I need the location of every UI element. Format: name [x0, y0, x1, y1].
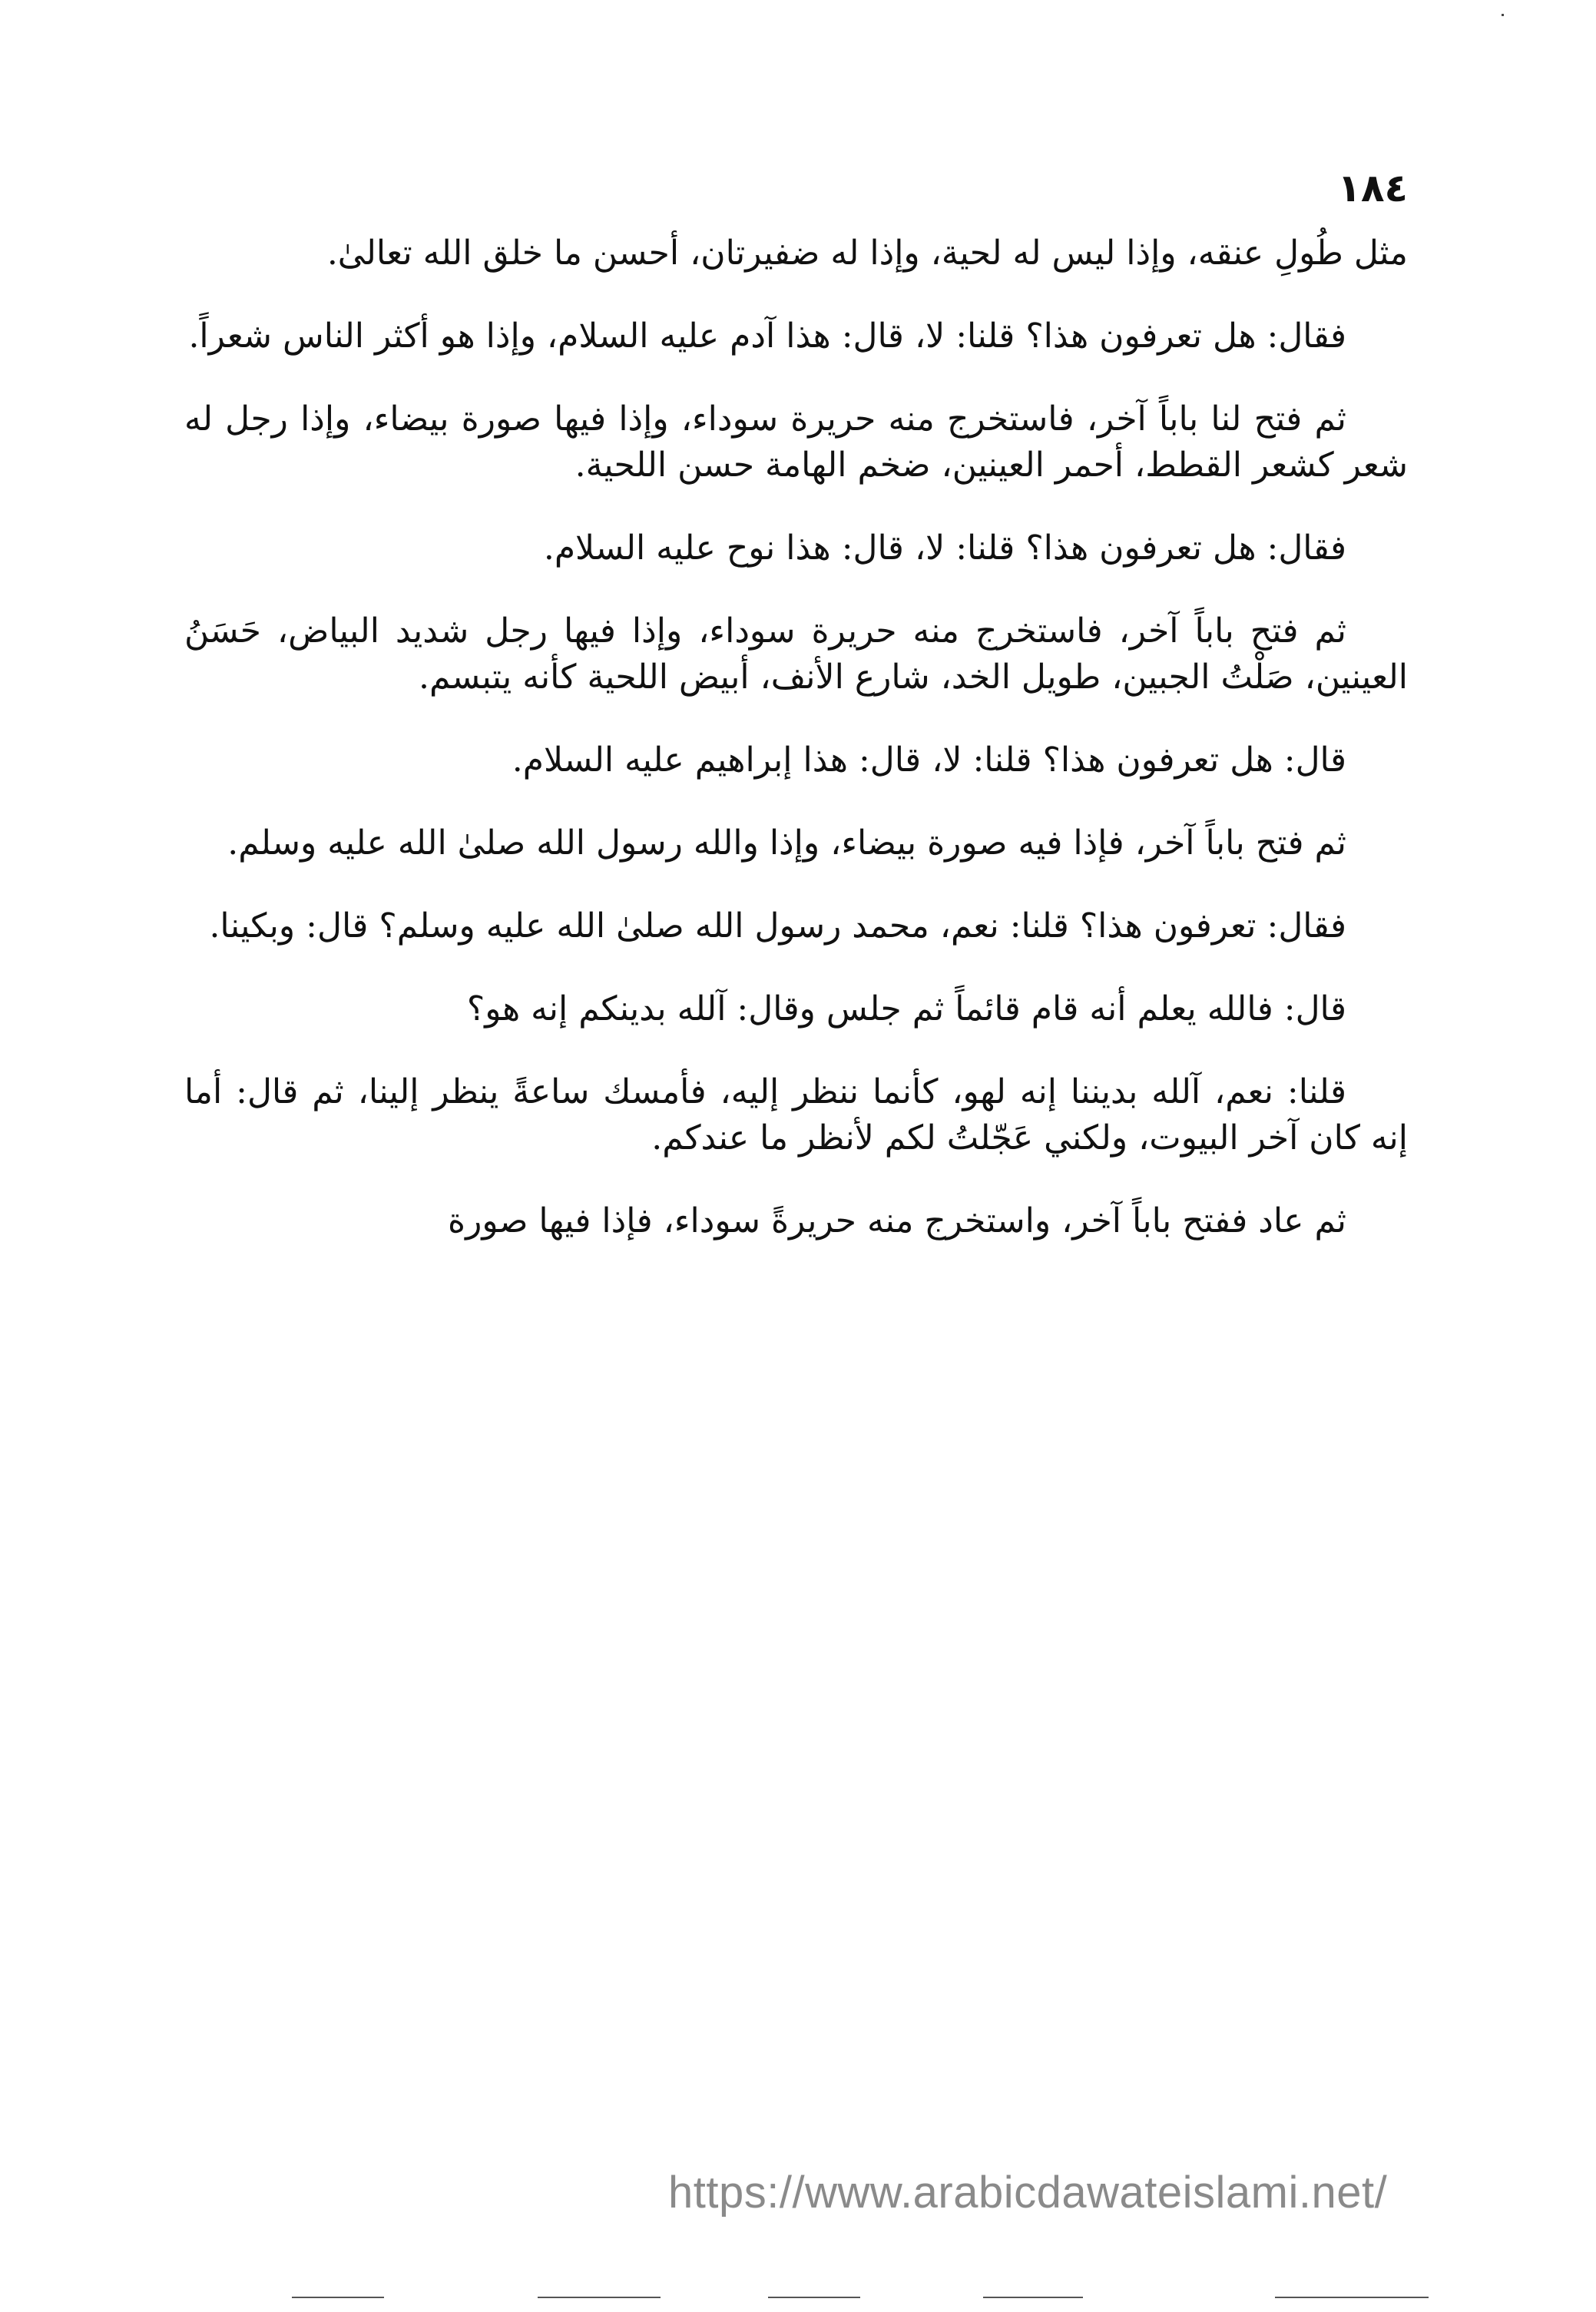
watermark-url: https://www.arabicdawateislami.net/ [668, 2168, 1388, 2218]
paragraph-5: ثم فتح باباً آخر، فاستخرج منه حريرة سوداء، وإذا فيها رجل شديد البياض، حَسَنُ العينين، صَلْتُ الجبين، طويل الخد، شارع الأنف، أبيض اللحية كأنه يتبسم. [184, 611, 1408, 697]
page-number: ١٨٤ [1337, 166, 1408, 210]
paragraph-4: فقال: هل تعرفون هذا؟ قلنا: لا، قال: هذا نوح عليه السلام. [543, 528, 1346, 568]
scan-edge-line [983, 2297, 1083, 2298]
scan-edge-line [538, 2297, 661, 2298]
paragraph-6: قال: هل تعرفون هذا؟ قلنا: لا، قال: هذا إبراهيم عليه السلام. [512, 740, 1346, 780]
paragraph-1: مثل طُولِ عنقه، وإذا ليس له لحية، وإذا له ضفيرتان، أحسن ما خلق الله تعالىٰ. [326, 234, 1408, 273]
paragraph-8: فقال: تعرفون هذا؟ قلنا: نعم، محمد رسول الله صلىٰ الله عليه وسلم؟ قال: وبكينا. [209, 906, 1346, 946]
paragraph-9: قال: فالله يعلم أنه قام قائماً ثم جلس وقال: آلله بدينكم إنه هو؟ [466, 989, 1346, 1028]
scan-edge-line [1275, 2297, 1429, 2298]
scan-edge-line [768, 2297, 860, 2298]
paragraph-3: ثم فتح لنا باباً آخر، فاستخرج منه حريرة سوداء، وإذا فيها صورة بيضاء، وإذا رجل له شعر كشعر القطط، أحمر العينين، ضخم الهامة حسن اللحية. [184, 399, 1408, 485]
paragraph-10: قلنا: نعم، آلله بديننا إنه لهو، كأنما ننظر إليه، فأمسك ساعةً ينظر إلينا، ثم قال: أما إنه كان آخر البيوت، ولكني عَجّلتُ لكم لأنظر ما عندكم. [184, 1072, 1408, 1158]
paragraph-7: ثم فتح باباً آخر، فإذا فيه صورة بيضاء، وإذا والله رسول الله صلىٰ الله عليه وسلم. [227, 823, 1346, 863]
paragraph-2: فقال: هل تعرفون هذا؟ قلنا: لا، قال: هذا آدم عليه السلام، وإذا هو أكثر الناس شعراً. [188, 316, 1346, 356]
scan-edge-line [292, 2297, 384, 2298]
paragraph-11: ثم عاد ففتح باباً آخر، واستخرج منه حريرةً سوداء، فإذا فيها صورة [448, 1201, 1346, 1240]
body-text [184, 230, 1408, 1244]
scan-speck [1502, 14, 1504, 16]
